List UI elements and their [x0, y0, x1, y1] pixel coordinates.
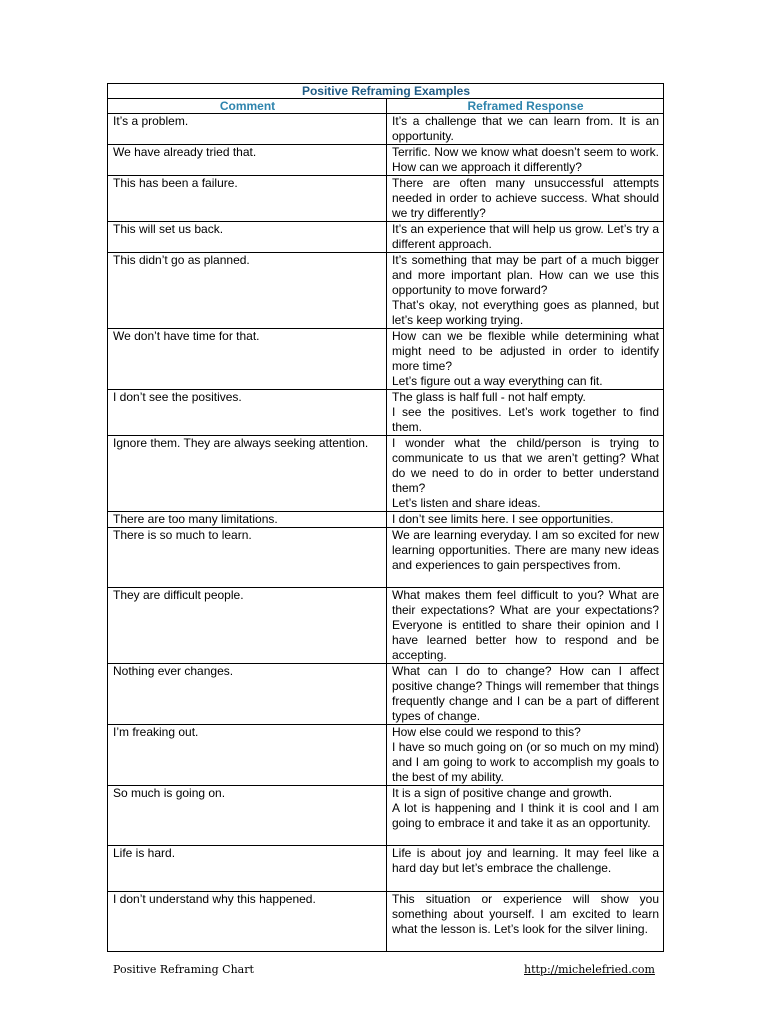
response-line: I wonder what the child/person is trying to communicate to us that we aren’t getting? What do we need to do in order to better understand them? — [392, 436, 660, 495]
response-line: It is a sign of positive change and growth. — [392, 786, 613, 800]
reframed-response-cell — [387, 846, 664, 892]
response-line: There are often many unsuccessful attempts needed in order to achieve success. What should we try differently? — [392, 176, 660, 220]
table-row — [108, 664, 664, 725]
comment-cell: I don’t see the positives. — [108, 390, 387, 436]
comment-cell: This has been a failure. — [108, 176, 387, 222]
reframed-response-cell — [387, 725, 664, 786]
reframed-response-cell — [387, 176, 664, 222]
response-line: It’s something that may be part of a much bigger and more important plan. How can we use this opportunity to move forward? — [392, 253, 660, 297]
response-line: The glass is half full - not half empty. — [392, 390, 586, 404]
table-header-row — [108, 99, 664, 114]
reframed-response-cell — [387, 588, 664, 664]
table-row — [108, 176, 664, 222]
comment-cell: They are difficult people. — [108, 588, 387, 664]
comment-cell: I don’t understand why this happened. — [108, 892, 387, 952]
response-line: A lot is happening and I think it is cool and I am going to embrace it and take it as an opportunity. — [392, 801, 660, 830]
reframed-response-cell — [387, 253, 664, 329]
reframed-response-cell — [387, 512, 664, 528]
reframed-response-cell — [387, 114, 664, 145]
footer-link[interactable]: http://michelefried.com — [524, 963, 655, 976]
response-line: That’s okay, not everything goes as planned, but let’s keep working trying. — [392, 298, 660, 327]
response-line: I don’t see limits here. I see opportunities. — [392, 512, 614, 526]
reframed-response-cell — [387, 528, 664, 588]
reframed-response-cell — [387, 329, 664, 390]
response-line: It’s a challenge that we can learn from. It is an opportunity. — [392, 114, 660, 143]
table-row — [108, 846, 664, 892]
table-row — [108, 786, 664, 846]
table-row — [108, 114, 664, 145]
response-line: What makes them feel difficult to you? What are their expectations? What are your expectations? Everyone is entitled to share their opinion and I have learned better how to respond and be accepting. — [392, 588, 660, 662]
table-row — [108, 892, 664, 952]
table-title: Positive Reframing Examples — [108, 84, 664, 99]
footer-title: Positive Reframing Chart — [113, 963, 254, 976]
comment-cell: It’s a problem. — [108, 114, 387, 145]
table-row — [108, 253, 664, 329]
response-line: Life is about joy and learning. It may feel like a hard day but let’s embrace the challenge. — [392, 846, 660, 875]
response-line: Let’s listen and share ideas. — [392, 496, 541, 510]
comment-cell: This will set us back. — [108, 222, 387, 253]
table-row — [108, 222, 664, 253]
table-row — [108, 512, 664, 528]
response-line: How can we be flexible while determining what might need to be adjusted in order to identify more time? — [392, 329, 660, 373]
table-body — [108, 114, 664, 952]
reframed-response-cell — [387, 436, 664, 512]
response-line: Let’s figure out a way everything can fit. — [392, 374, 603, 388]
comment-cell: Nothing ever changes. — [108, 664, 387, 725]
table-row — [108, 145, 664, 176]
response-line: I have so much going on (or so much on my mind) and I am going to work to accomplish my goals to the best of my ability. — [392, 740, 660, 784]
response-line: Terrific. Now we know what doesn’t seem to work. How can we approach it differently? — [392, 145, 660, 174]
table-row — [108, 329, 664, 390]
reframed-response-cell — [387, 664, 664, 725]
comment-cell: We don’t have time for that. — [108, 329, 387, 390]
response-line: We are learning everyday. I am so excited for new learning opportunities. There are many new ideas and experiences to gain perspectives from. — [392, 528, 660, 572]
response-line: What can I do to change? How can I affect positive change? Things will remember that things frequently change and I can be a part of different types of change. — [392, 664, 660, 723]
table-title-row — [108, 84, 664, 99]
response-line — [392, 876, 659, 891]
table-row — [108, 725, 664, 786]
table-row — [108, 588, 664, 664]
comment-cell: So much is going on. — [108, 786, 387, 846]
response-line: How else could we respond to this? — [392, 725, 581, 739]
comment-cell: There is so much to learn. — [108, 528, 387, 588]
column-header-reframed-response: Reframed Response — [387, 99, 664, 114]
response-line: I see the positives. Let’s work together to find them. — [392, 405, 660, 434]
table-row — [108, 436, 664, 512]
response-line: This situation or experience will show you something about yourself. I am excited to learn what the lesson is. Let’s look for the silver lining. — [392, 892, 660, 936]
comment-cell: Life is hard. — [108, 846, 387, 892]
comment-cell: I’m freaking out. — [108, 725, 387, 786]
table-row — [108, 390, 664, 436]
response-line: It’s an experience that will help us grow. Let’s try a different approach. — [392, 222, 660, 251]
reframed-response-cell — [387, 892, 664, 952]
comment-cell: We have already tried that. — [108, 145, 387, 176]
comment-cell: There are too many limitations. — [108, 512, 387, 528]
reframed-response-cell — [387, 786, 664, 846]
table-row — [108, 528, 664, 588]
comment-cell: Ignore them. They are always seeking attention. — [108, 436, 387, 512]
reframed-response-cell — [387, 145, 664, 176]
reframed-response-cell — [387, 390, 664, 436]
column-header-comment: Comment — [108, 99, 387, 114]
reframing-table — [107, 83, 664, 952]
comment-cell: This didn’t go as planned. — [108, 253, 387, 329]
reframed-response-cell — [387, 222, 664, 253]
